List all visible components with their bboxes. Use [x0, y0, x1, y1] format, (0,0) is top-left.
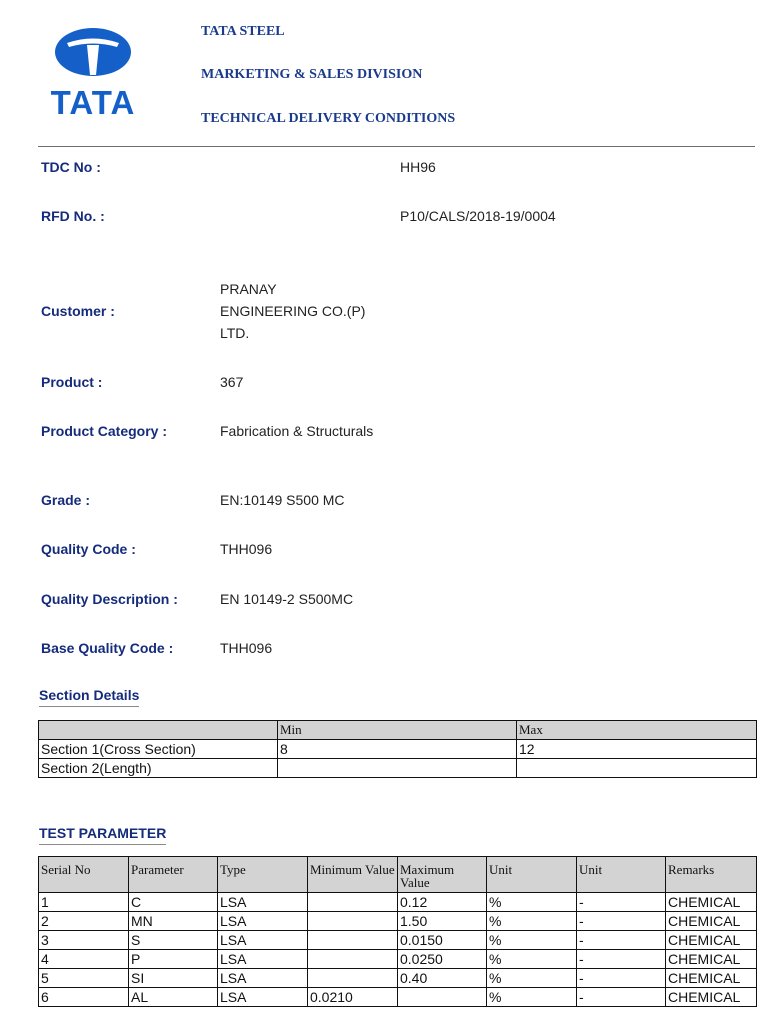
grade-value: EN:10149 S500 MC: [220, 492, 345, 508]
table-cell: 4: [39, 950, 129, 969]
header-cell-max: Max: [517, 721, 757, 740]
header-cell: Type: [218, 857, 308, 893]
rfd-no-label: RFD No. :: [41, 208, 105, 224]
table-cell: [398, 988, 487, 1007]
document-title: TECHNICAL DELIVERY CONDITIONS: [201, 111, 456, 126]
division-name: MARKETING & SALES DIVISION: [201, 67, 423, 82]
table-cell: %: [487, 969, 577, 988]
company-name: TATA STEEL: [201, 24, 285, 39]
product-value: 367: [220, 374, 244, 390]
table-cell: [308, 950, 398, 969]
product-category-value: Fabrication & Structurals: [220, 423, 374, 439]
table-cell: %: [487, 931, 577, 950]
table-cell: 1.50: [398, 912, 487, 931]
table-cell: 3: [39, 931, 129, 950]
test-parameter-title: TEST PARAMETER: [39, 825, 166, 845]
quality-description-value: EN 10149-2 S500MC: [220, 591, 354, 607]
table-row: [39, 931, 757, 950]
header-divider: [38, 146, 755, 147]
table-cell: 0.0250: [398, 950, 487, 969]
table-cell: 1: [39, 893, 129, 912]
table-cell: -: [577, 893, 666, 912]
table-cell: [308, 969, 398, 988]
product-category-label: Product Category :: [41, 423, 168, 439]
base-quality-code-label: Base Quality Code :: [41, 640, 174, 656]
header-cell: Minimum Value: [308, 857, 398, 893]
table-cell: SI: [129, 969, 218, 988]
table-cell: %: [487, 988, 577, 1007]
quality-code-label: Quality Code :: [41, 541, 136, 557]
product-label: Product :: [41, 374, 103, 390]
table-cell: LSA: [218, 988, 308, 1007]
table-cell: CHEMICAL: [666, 969, 757, 988]
table-cell: [278, 759, 517, 778]
table-row: [39, 759, 757, 778]
table-cell: 5: [39, 969, 129, 988]
table-cell: MN: [129, 912, 218, 931]
table-row: [39, 969, 757, 988]
table-cell: 2: [39, 912, 129, 931]
table-cell: P: [129, 950, 218, 969]
table-cell: [517, 759, 757, 778]
customer-value-line-2: ENGINEERING CO.(P): [220, 303, 366, 319]
header-cell: Maximum Value: [398, 857, 487, 893]
table-cell: LSA: [218, 950, 308, 969]
table-cell: 0.0150: [398, 931, 487, 950]
table-cell: C: [129, 893, 218, 912]
table-header-row: [39, 857, 757, 893]
table-cell: CHEMICAL: [666, 950, 757, 969]
table-cell: Section 2(Length): [39, 759, 278, 778]
test-parameter-table: [38, 856, 757, 1007]
header-cell: Serial No: [39, 857, 129, 893]
table-row: [39, 893, 757, 912]
table-cell: 0.0210: [308, 988, 398, 1007]
table-row: [39, 988, 757, 1007]
table-cell: -: [577, 931, 666, 950]
table-cell: -: [577, 969, 666, 988]
base-quality-code-value: THH096: [220, 640, 273, 656]
table-cell: 0.12: [398, 893, 487, 912]
table-cell: LSA: [218, 969, 308, 988]
header-cell: Remarks: [666, 857, 757, 893]
table-header-row: [39, 721, 757, 740]
section-details-table: [38, 720, 757, 778]
table-cell: %: [487, 912, 577, 931]
header-cell: [39, 721, 278, 740]
table-cell: LSA: [218, 931, 308, 950]
header-cell-min: Min: [278, 721, 517, 740]
table-cell: CHEMICAL: [666, 931, 757, 950]
header-cell: Unit: [577, 857, 666, 893]
logo-wordmark: TATA: [50, 84, 136, 121]
table-cell: 6: [39, 988, 129, 1007]
table-cell: LSA: [218, 893, 308, 912]
section-details-title: Section Details: [39, 687, 139, 707]
header-cell: Parameter: [129, 857, 218, 893]
quality-description-label: Quality Description :: [41, 591, 178, 607]
table-cell: -: [577, 912, 666, 931]
table-cell: -: [577, 988, 666, 1007]
rfd-no-value: P10/CALS/2018-19/0004: [400, 208, 556, 224]
table-cell: CHEMICAL: [666, 893, 757, 912]
table-cell: AL: [129, 988, 218, 1007]
tdc-no-value: HH96: [400, 159, 436, 175]
quality-code-value: THH096: [220, 541, 273, 557]
header-cell: Unit: [487, 857, 577, 893]
table-cell: -: [577, 950, 666, 969]
customer-label: Customer :: [41, 303, 115, 319]
table-cell: %: [487, 893, 577, 912]
table-cell: 0.40: [398, 969, 487, 988]
tdc-no-label: TDC No :: [41, 159, 101, 175]
table-row: [39, 950, 757, 969]
table-cell: [308, 931, 398, 950]
table-cell: [308, 912, 398, 931]
table-cell: %: [487, 950, 577, 969]
table-cell: Section 1(Cross Section): [39, 740, 278, 759]
customer-value-line-3: LTD.: [220, 325, 250, 341]
table-cell: S: [129, 931, 218, 950]
table-cell: 12: [517, 740, 757, 759]
table-cell: CHEMICAL: [666, 912, 757, 931]
table-cell: CHEMICAL: [666, 988, 757, 1007]
table-cell: LSA: [218, 912, 308, 931]
grade-label: Grade :: [41, 492, 91, 508]
table-row: [39, 912, 757, 931]
table-cell: [308, 893, 398, 912]
customer-value-line-1: PRANAY: [220, 281, 277, 297]
table-row: [39, 740, 757, 759]
table-cell: 8: [278, 740, 517, 759]
